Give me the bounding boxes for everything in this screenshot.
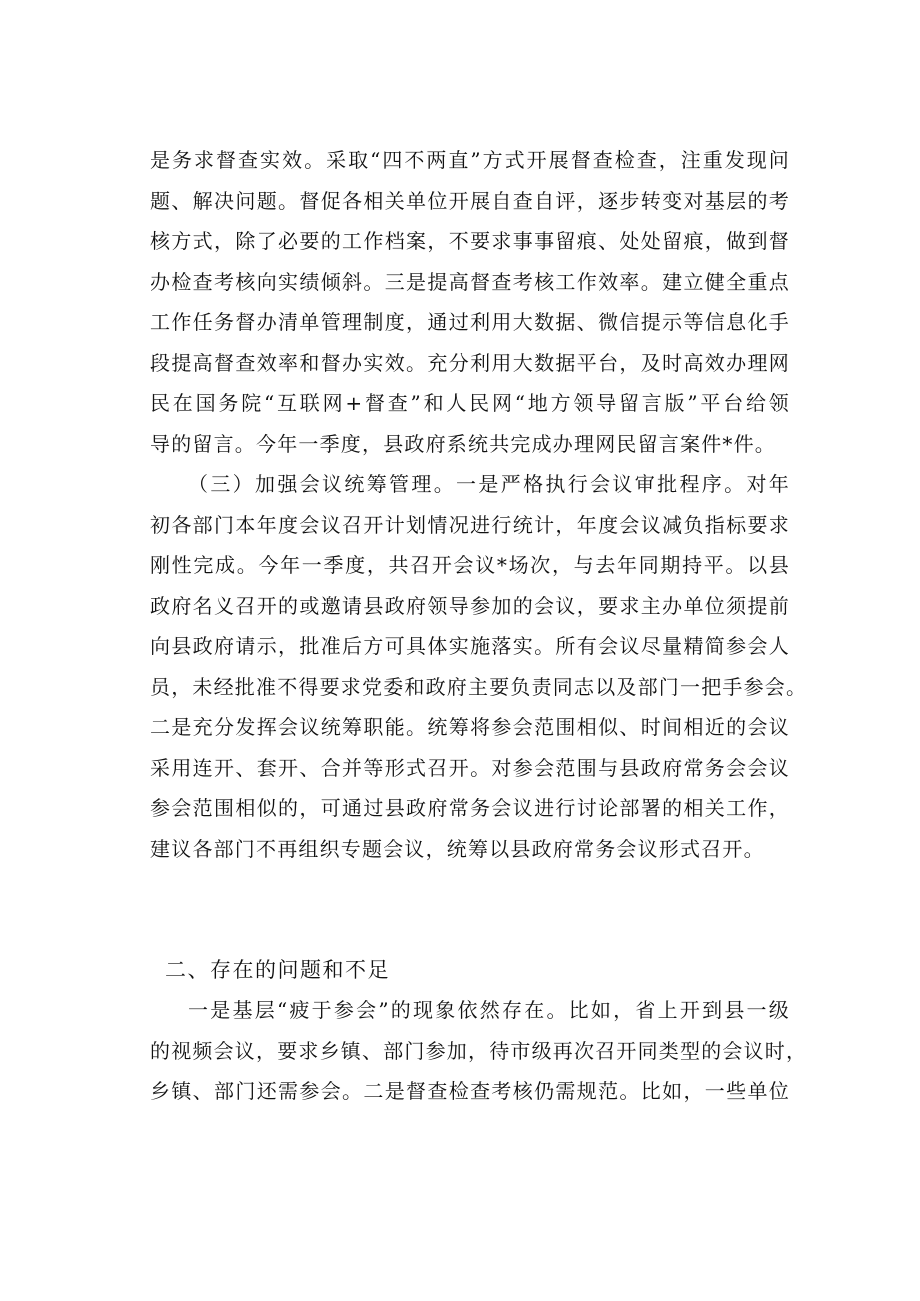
text-line: 工作任务督办清单管理制度，通过利用大数据、微信提示等信息化手	[150, 310, 790, 334]
text-line: 采用连开、套开、合并等形式召开。对参会范围与县政府常务会会议	[150, 755, 790, 780]
text-line: 二是充分发挥会议统筹职能。统筹将参会范围相似、时间相近的会议	[150, 715, 790, 739]
text-line: 段提高督查效率和督办实效。充分利用大数据平台，及时高效办理网	[150, 350, 790, 375]
text-line: 初各部门本年度会议召开计划情况进行统计，年度会议减负指标要求	[150, 512, 790, 537]
text-line: 是务求督查实效。采取“四不两直”方式开展督查检查，注重发现问	[150, 148, 790, 172]
text-line: （三）加强会议统筹管理。一是严格执行会议审批程序。对年	[188, 472, 790, 496]
text-line: 刚性完成。今年一季度，共召开会议*场次，与去年同期持平。以县	[150, 553, 790, 577]
text-line: 一是基层“疲于参会”的现象依然存在。比如，省上开到县一级	[188, 998, 790, 1022]
paragraph-supervision-continued	[150, 140, 790, 464]
text-line: 员，未经批准不得要求党委和政府主要负责同志以及部门一把手参会。	[150, 674, 808, 699]
text-line: 政府名义召开的或邀请县政府领导参加的会议，要求主办单位须提前	[150, 593, 790, 618]
text-line: 建议各部门不再组织专题会议，统筹以县政府常务会议形式召开。	[150, 836, 765, 861]
text-line: 导的留言。今年一季度，县政府系统共完成办理网民留言案件*件。	[150, 431, 776, 456]
text-line: 参会范围相似的，可通过县政府常务会议进行讨论部署的相关工作，	[150, 796, 790, 820]
text-line: 向县政府请示，批准后方可具体实施落实。所有会议尽量精简参会人	[150, 634, 790, 658]
text-line: 题、解决问题。督促各相关单位开展自查自评，逐步转变对基层的考	[150, 188, 790, 213]
paragraph-meeting-management	[150, 464, 808, 869]
section-heading-problems-wrapper	[150, 950, 790, 991]
paragraph-problems	[150, 990, 808, 1112]
section-heading: 二、存在的问题和不足	[165, 958, 390, 982]
text-line: 乡镇、部门还需参会。二是督查检查考核仍需规范。比如，一些单位	[150, 1079, 790, 1103]
text-line: 民在国务院“互联网+督查”和人民网“地方领导留言版”平台给领	[150, 391, 790, 415]
text-line: 核方式，除了必要的工作档案，不要求事事留痕、处处留痕，做到督	[150, 229, 790, 253]
text-line: 的视频会议，要求乡镇、部门参加，待市级再次召开同类型的会议时，	[150, 1038, 808, 1063]
text-line: 办检查考核向实绩倾斜。三是提高督查考核工作效率。建立健全重点	[150, 269, 790, 294]
